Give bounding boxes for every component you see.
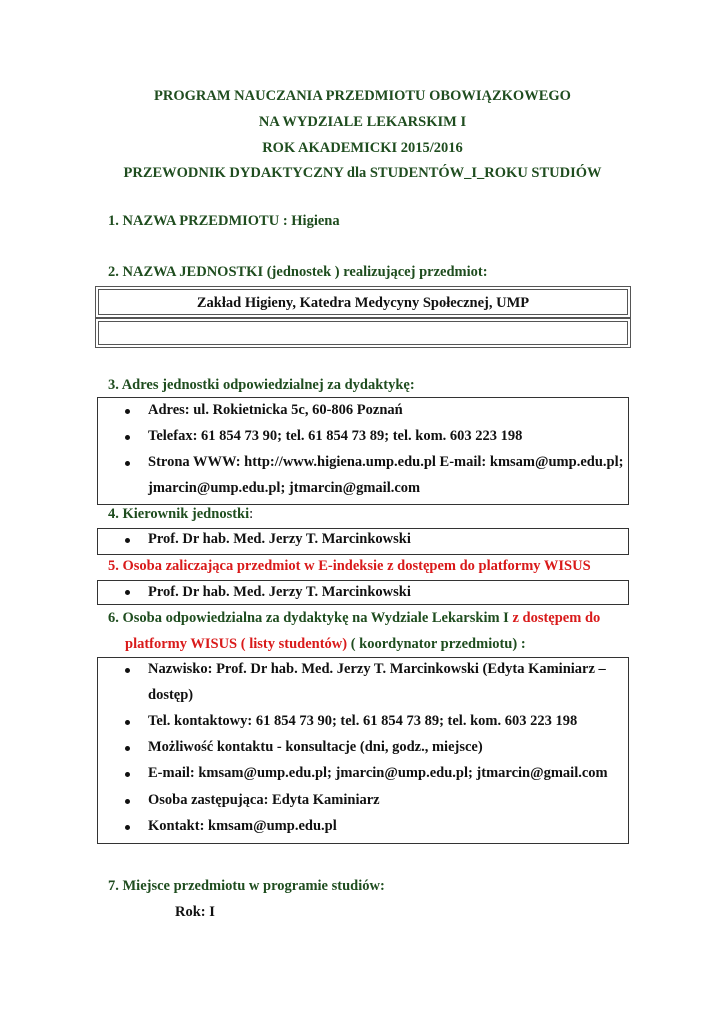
coordinator-name: Nazwisko: Prof. Dr hab. Med. Jerzy T. Marcinkowski (Edyta Kaminiarz –	[148, 661, 606, 677]
bullet-icon	[125, 409, 133, 417]
bullet-icon	[125, 825, 133, 833]
bullet-icon	[125, 538, 133, 546]
bullet-icon	[125, 720, 133, 728]
section-6-heading-red-2: platformy WISUS ( listy studentów)	[125, 636, 348, 652]
unit-name: Zakład Higieny, Katedra Medycyny Społecznej, UMP	[196, 295, 530, 311]
bullet-icon	[125, 461, 133, 469]
email-continued-item: jmarcin@ump.edu.pl; jtmarcin@gmail.com	[148, 480, 421, 496]
doc-title-line-3: ROK AKADEMICKI 2015/2016	[262, 140, 463, 156]
bullet-icon	[125, 799, 133, 807]
section-2-heading: 2. NAZWA JEDNOSTKI (jednostek ) realizującej przedmiot:	[108, 264, 488, 280]
section-6-heading-green-2: ( koordynator przedmiotu) :	[347, 636, 526, 652]
coordinator-name-continued: dostęp)	[148, 687, 194, 703]
coordinator-consultations: Możliwość kontaktu - konsultacje (dni, godz., miejsce)	[148, 739, 483, 755]
section-4-colon: :	[249, 506, 254, 522]
bullet-icon	[125, 668, 133, 676]
section-5-heading: 5. Osoba zaliczająca przedmiot w E-indeksie z dostępem do platformy WISUS	[108, 558, 591, 574]
www-email-item: Strona WWW: http://www.higiena.ump.edu.pl E-mail: kmsam@ump.edu.pl;	[148, 454, 624, 470]
coordinator-contact: Kontakt: kmsam@ump.edu.pl	[148, 818, 337, 834]
phone-item: Telefax: 61 854 73 90; tel. 61 854 73 89; tel. kom. 603 223 198	[148, 428, 523, 444]
doc-title-line-2: NA WYDZIALE LEKARSKIM I	[258, 114, 467, 130]
coordinator-phone: Tel. kontaktowy: 61 854 73 90; tel. 61 854 73 89; tel. kom. 603 223 198	[148, 713, 578, 729]
address-item: Adres: ul. Rokietnicka 5c, 60-806 Poznań	[148, 402, 403, 418]
coordinator-deputy: Osoba zastępująca: Edyta Kaminiarz	[148, 792, 380, 808]
doc-title-line-4: PRZEWODNIK DYDAKTYCZNY dla STUDENTÓW_I_ROKU STUDIÓW	[123, 165, 602, 181]
unit-table-row-2	[95, 318, 631, 348]
study-year: Rok: I	[175, 904, 215, 920]
doc-title-line-1: PROGRAM NAUCZANIA PRZEDMIOTU OBOWIĄZKOWEGO	[154, 88, 571, 104]
section-7-heading: 7. Miejsce przedmiotu w programie studiów:	[108, 878, 385, 894]
section-6-heading-red: z dostępem do	[508, 610, 601, 626]
bullet-icon	[125, 590, 133, 598]
section-1-heading: 1. NAZWA PRZEDMIOTU : Higiena	[108, 213, 340, 229]
examiner-name: Prof. Dr hab. Med. Jerzy T. Marcinkowski	[148, 584, 411, 600]
section-6-heading-line-2	[125, 636, 526, 653]
section-6-heading-green: 6. Osoba odpowiedzialna za dydaktykę na Wydziale Lekarskim I	[108, 610, 509, 626]
bullet-icon	[125, 435, 133, 443]
section-4-heading	[108, 506, 253, 523]
section-4-heading-text: 4. Kierownik jednostki	[108, 506, 250, 522]
unit-table-row-1	[95, 286, 631, 318]
bullet-icon	[125, 772, 133, 780]
bullet-icon	[125, 746, 133, 754]
coordinator-email: E-mail: kmsam@ump.edu.pl; jmarcin@ump.edu.pl; jtmarcin@gmail.com	[148, 765, 608, 781]
section-6-heading-line-1	[108, 610, 600, 627]
section-3-heading: 3. Adres jednostki odpowiedzialnej za dydaktykę:	[108, 377, 415, 393]
head-name: Prof. Dr hab. Med. Jerzy T. Marcinkowski	[148, 531, 411, 547]
